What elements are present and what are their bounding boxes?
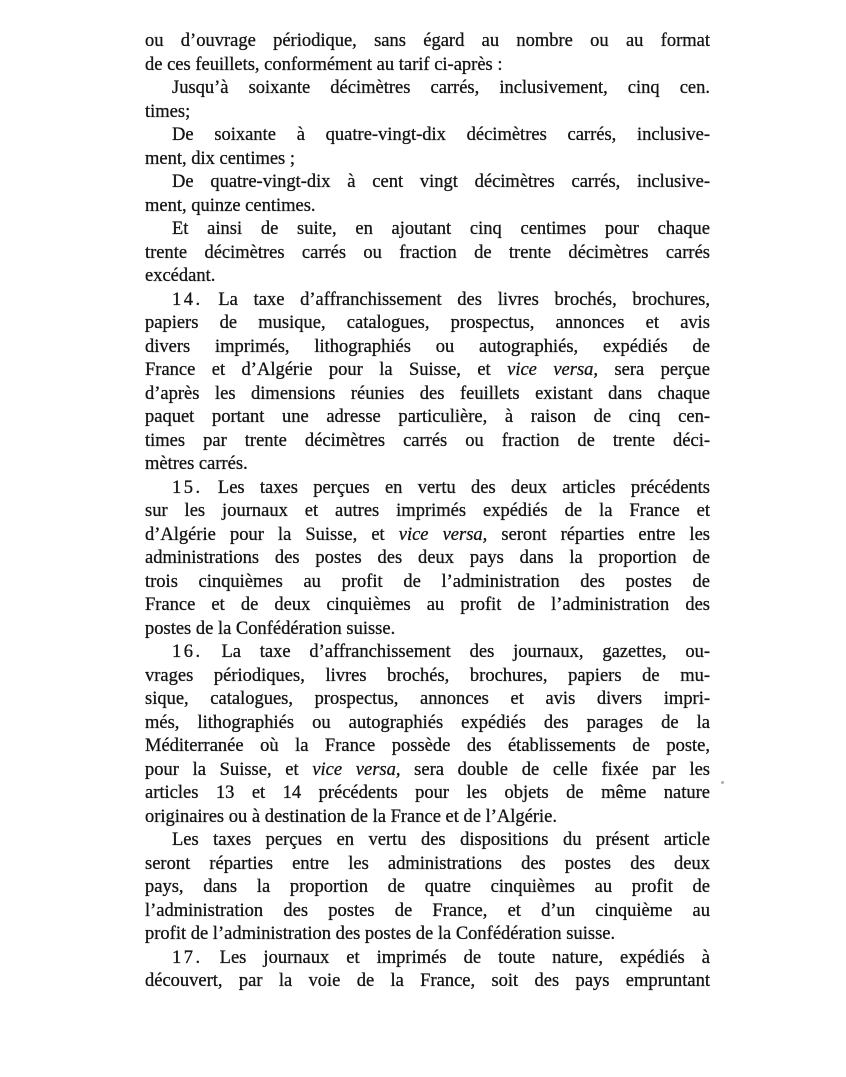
- text-line: [145, 54, 710, 78]
- line-segment: sique, catalogues, prospectus, annonces et avis divers impri-: [145, 689, 710, 709]
- line-segment: l’administration des postes de France, et d’un cinquième au: [145, 900, 710, 921]
- text-line: [145, 806, 710, 830]
- line-segment: Les taxes perçues en vertu des dispositions du présent article: [172, 830, 710, 850]
- text-line: [145, 312, 710, 336]
- text-block: [145, 30, 710, 994]
- italic-text: vice versa,: [398, 524, 488, 545]
- line-segment: seront réparties entre les: [487, 524, 710, 545]
- line-segment: ment, dix centimes ;: [145, 148, 296, 169]
- line-segment: mètres carrés.: [145, 454, 248, 474]
- line-segment: originaires ou à destination de la France et de l’Algérie.: [145, 806, 557, 827]
- line-segment: articles 13 et 14 précédents pour les objets de même nature: [145, 783, 710, 803]
- line-segment: trente décimètres carrés ou fraction de trente décimètres carrés: [145, 242, 710, 263]
- text-line: [145, 289, 710, 313]
- line-segment: De soixante à quatre-vingt-dix décimètres carrés, inclusive-: [172, 125, 710, 145]
- text-line: [145, 782, 710, 806]
- text-line: [145, 336, 710, 360]
- line-segment: d’après les dimensions réunies des feuillets existant dans chaque: [145, 383, 710, 404]
- text-line: [145, 524, 710, 548]
- text-line: [145, 195, 710, 219]
- text-line: [145, 641, 710, 665]
- text-line: [145, 829, 710, 853]
- line-segment: Méditerranée où la France possède des établissements de poste,: [145, 736, 710, 756]
- line-segment: pour la Suisse, et: [145, 759, 313, 780]
- text-line: [145, 383, 710, 407]
- line-segment: papiers de musique, catalogues, prospectus, annonces et avis: [145, 313, 710, 333]
- line-segment: administrations des postes des deux pays dans la proportion de: [145, 548, 710, 568]
- line-segment: vrages périodiques, livres brochés, brochures, papiers de mu-: [145, 665, 710, 686]
- text-line: [145, 618, 710, 642]
- text-line: [145, 30, 710, 54]
- line-segment: Les journaux et imprimés de toute nature, expédiés à: [202, 947, 710, 968]
- text-line: [145, 453, 710, 477]
- text-line: [145, 923, 710, 947]
- line-segment: divers imprimés, lithographiés ou autographiés, expédiés de: [145, 336, 710, 357]
- text-line: [145, 712, 710, 736]
- line-segment: sur les journaux et autres imprimés expédiés de la France et: [145, 501, 710, 521]
- text-line: [145, 500, 710, 524]
- line-segment: postes de la Confédération suisse.: [145, 618, 396, 639]
- text-line: [145, 759, 710, 783]
- line-segment: excédant.: [145, 266, 216, 286]
- text-line: [145, 77, 710, 101]
- text-line: [145, 876, 710, 900]
- line-segment: paquet portant une adresse particulière, à raison de cinq cen-: [145, 407, 710, 427]
- text-line: [145, 406, 710, 430]
- article-number: 16.: [172, 642, 203, 662]
- line-segment: d’Algérie pour la Suisse, et: [145, 524, 399, 545]
- text-line: [145, 571, 710, 595]
- line-segment: trois cinquièmes au profit de l’administration des postes de: [145, 571, 710, 592]
- text-line: [145, 594, 710, 618]
- text-line: [145, 359, 710, 383]
- text-line: [145, 947, 710, 971]
- text-line: [145, 101, 710, 125]
- line-segment: De quatre-vingt-dix à cent vingt décimètres carrés, inclusive-: [172, 172, 710, 192]
- text-line: [145, 665, 710, 689]
- line-segment: Jusqu’à soixante décimètres carrés, inclusivement, cinq cen.: [172, 78, 710, 98]
- line-segment: Les taxes perçues en vertu des deux articles précédents: [202, 477, 710, 498]
- text-line: [145, 124, 710, 148]
- line-segment: ou d’ouvrage périodique, sans égard au nombre ou au format: [145, 31, 710, 51]
- scan-speck: [721, 781, 724, 784]
- line-segment: La taxe d’affranchissement des journaux, gazettes, ou-: [202, 642, 710, 662]
- text-line: [145, 547, 710, 571]
- line-segment: profit de l’administration des postes de la Confédération suisse.: [145, 924, 616, 944]
- line-segment: Et ainsi de suite, en ajoutant cinq centimes pour chaque: [172, 219, 710, 239]
- line-segment: La taxe d’affranchissement des livres brochés, brochures,: [202, 289, 710, 310]
- line-segment: pays, dans la proportion de quatre cinquièmes au profit de: [145, 877, 710, 897]
- italic-text: vice versa,: [507, 360, 599, 380]
- line-segment: times;: [145, 101, 191, 122]
- line-segment: times par trente décimètres carrés ou fraction de trente déci-: [145, 430, 710, 451]
- line-segment: ment, quinze centimes.: [145, 195, 316, 216]
- text-line: [145, 148, 710, 172]
- text-line: [145, 853, 710, 877]
- line-segment: més, lithographiés ou autographiés expédiés des parages de la: [145, 712, 710, 733]
- text-line: [145, 477, 710, 501]
- line-segment: seront réparties entre les administrations des postes des deux: [145, 853, 710, 874]
- text-line: [145, 218, 710, 242]
- italic-text: vice versa,: [312, 759, 401, 780]
- line-segment: France et d’Algérie pour la Suisse, et: [145, 360, 508, 380]
- text-line: [145, 430, 710, 454]
- line-segment: France et de deux cinquièmes au profit de l’administration des: [145, 595, 710, 615]
- text-line: [145, 171, 710, 195]
- text-line: [145, 900, 710, 924]
- text-line: [145, 688, 710, 712]
- line-segment: sera perçue: [598, 360, 710, 380]
- line-segment: sera double de celle fixée par les: [400, 759, 710, 780]
- article-number: 14.: [172, 289, 203, 310]
- article-number: 15.: [172, 477, 203, 498]
- text-line: [145, 970, 710, 994]
- text-line: [145, 242, 710, 266]
- line-segment: découvert, par la voie de la France, soit des pays empruntant: [145, 971, 710, 991]
- article-number: 17.: [172, 947, 203, 968]
- text-line: [145, 735, 710, 759]
- text-line: [145, 265, 710, 289]
- line-segment: de ces feuillets, conformément au tarif ci-après :: [145, 54, 503, 75]
